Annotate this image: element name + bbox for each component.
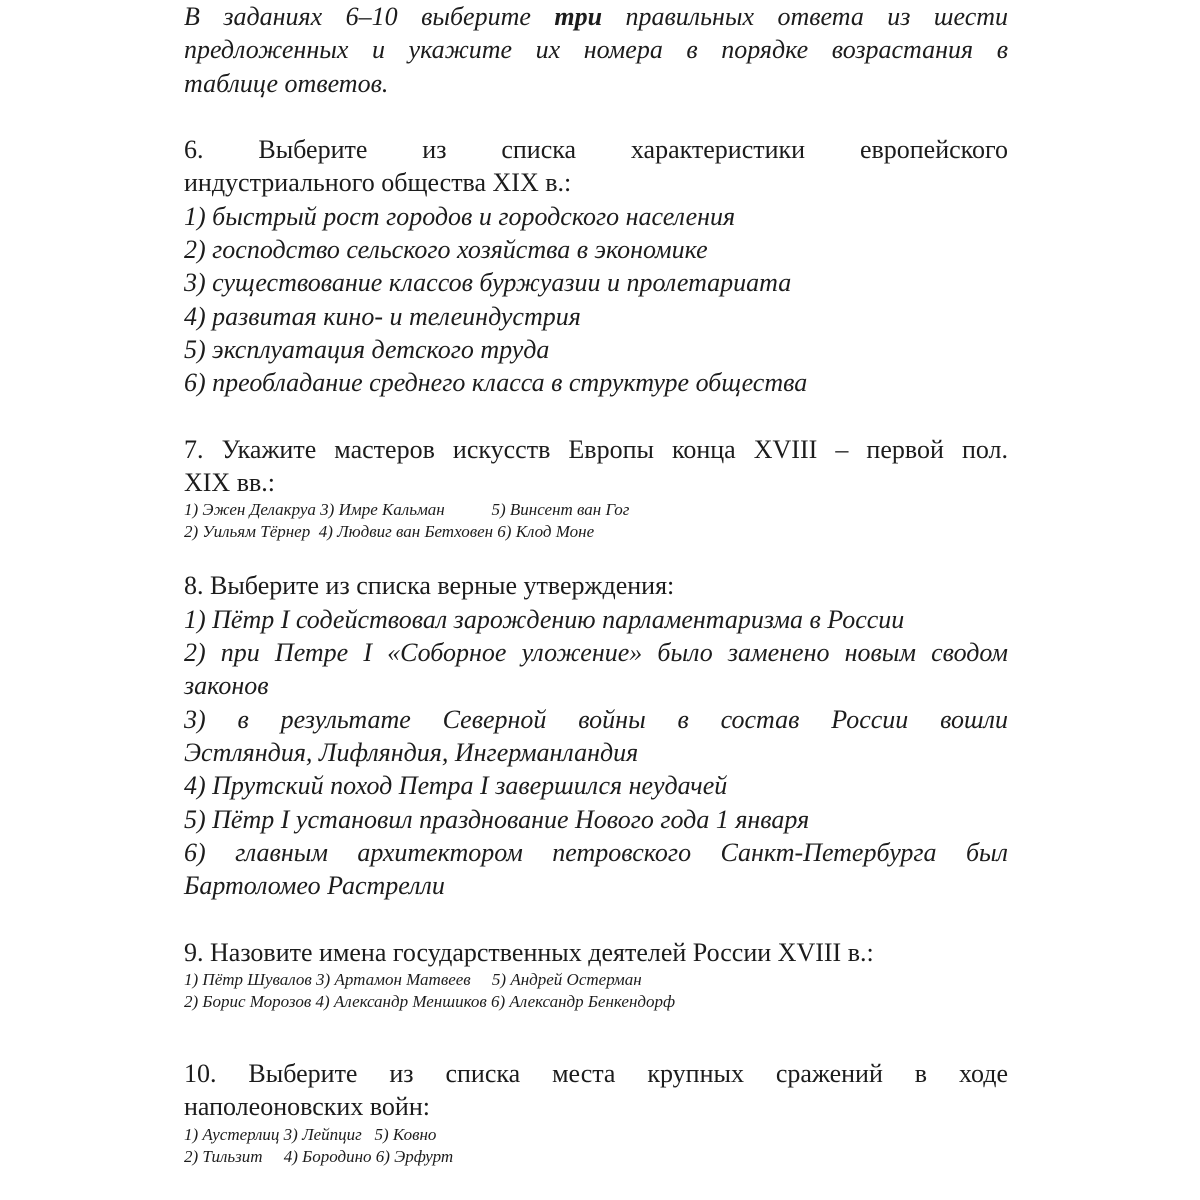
q8-line: 4) Прутский поход Петра I завершился неудачей [184, 771, 728, 801]
q9-options-row-1: 1) Пётр Шувалов 3) Артамон Матвеев 5) Андрей Остерман [184, 970, 642, 990]
q8-line: Бартоломео Растрелли [184, 871, 445, 901]
spacer [184, 1035, 1008, 1057]
q10-options-row-1: 1) Аустерлиц 3) Лейпциг 5) Ковно [184, 1124, 437, 1144]
q6-option: 5) эксплуатация детского труда [184, 334, 550, 364]
q8-line: Эстляндия, Лифляндия, Ингерманландия [184, 737, 639, 767]
q8-line: 6) главным архитектором петровского Санкт-Петербурга был [184, 837, 1008, 867]
q9-options-row-2: 2) Борис Морозов 4) Александр Меншиков 6) Александр Бенкендорф [184, 992, 676, 1012]
q8-line: 1) Пётр I содействовал зарождению парламентаризма в России [184, 604, 905, 634]
q8-line: 5) Пётр I установил празднование Нового года 1 января [184, 804, 810, 834]
intro-line-1: В заданиях 6–10 выберите три правильных ответа из шести [184, 2, 1009, 31]
q10-options-row-2: 2) Тильзит 4) Бородино 6) Эрфурт [184, 1146, 454, 1166]
q8-line: 2) при Петре I «Соборное уложение» было заменено новым сводом [184, 638, 1008, 668]
q7-options-row-2: 2) Уильям Тёрнер 4) Людвиг ван Бетховен 6) Клод Моне [184, 522, 595, 542]
document-page [184, 0, 1008, 1168]
q6-option: 1) быстрый рост городов и городского населения [184, 201, 736, 231]
q6-title: 6. Выберите из списка характеристики европейского [184, 135, 1008, 165]
q6-option: 2) господство сельского хозяйства в экономике [184, 235, 708, 265]
q10-title-cont: наполеоновских войн: [184, 1092, 430, 1122]
q6-option: 6) преобладание среднего класса в структуре общества [184, 368, 808, 398]
intro-line-2: предложенных и укажите их номера в порядке возрастания в [184, 35, 1008, 65]
q8-title: 8. Выберите из списка верные утверждения: [184, 571, 675, 601]
intro-bold-word: три [554, 2, 603, 31]
q7-options-row-1: 1) Эжен Делакруа 3) Имре Кальман 5) Винсент ван Гог [184, 500, 630, 520]
q6-title-cont: индустриального общества XIX в.: [184, 168, 572, 198]
spacer [184, 400, 1008, 433]
q8-line: законов [184, 671, 269, 701]
spacer [184, 1013, 1008, 1035]
q7-title-cont: XIX вв.: [184, 468, 275, 498]
q7-title: 7. Укажите мастеров искусств Европы конца XVIII – первой пол. [184, 434, 1008, 464]
q10-title: 10. Выберите из списка места крупных сражений в ходе [184, 1059, 1008, 1089]
intro-line-3: таблице ответов. [184, 68, 389, 98]
q6-option: 3) существование классов буржуазии и пролетариата [184, 268, 792, 298]
q8-line: 3) в результате Северной войны в состав России вошли [184, 704, 1008, 734]
q6-option: 4) развитая кино- и телеиндустрия [184, 301, 581, 331]
spacer [184, 100, 1008, 133]
q9-title: 9. Назовите имена государственных деятелей России XVIII в.: [184, 937, 874, 967]
spacer [184, 902, 1008, 935]
spacer [184, 543, 1008, 569]
